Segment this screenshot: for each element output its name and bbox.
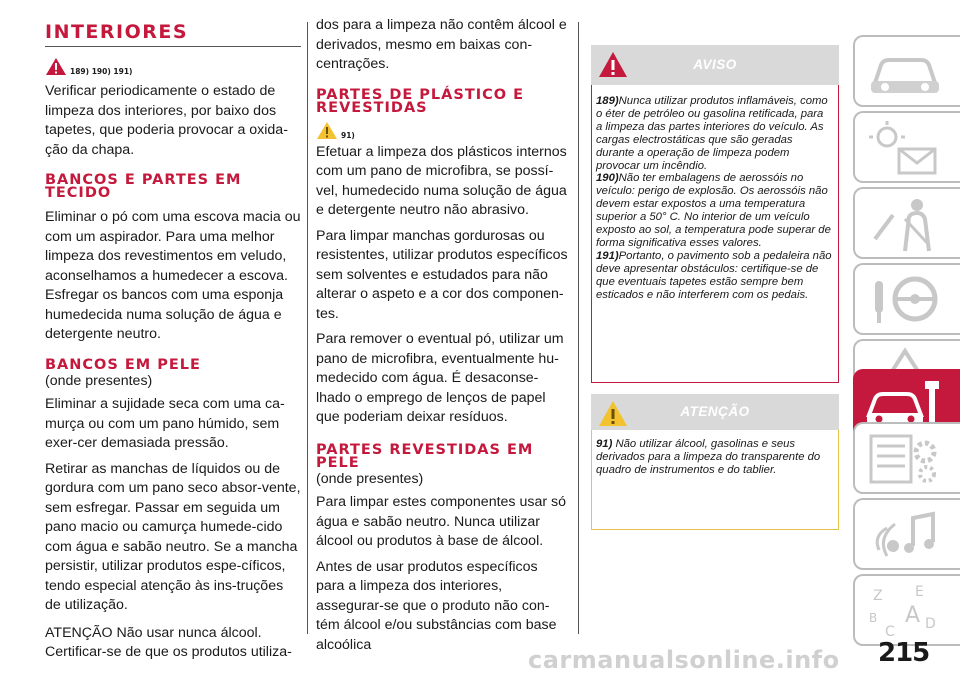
aviso-box [591,45,839,383]
tab-warning-lights[interactable] [853,111,960,183]
warning-lights-icon [865,119,945,177]
paragraph: Efetuar a limpeza dos plásticos internos com um pano de microfibra, se possí-vel, humedecido numa solução de água e detergente neutro não abrasivo. [316,143,567,218]
tab-starting-driving[interactable] [853,263,960,335]
paragraph: Retirar as manchas de líquidos ou de gordura com um pano seco absor-vente, sem esfregar. Passar em seguida um pano macio ou camurça humede-cido com água e sabão neutro. Se a mancha persistir, utilizar produtos espe-cíficos, tendo especial atenção às ins-truções de utilização. [45,460,301,613]
paragraph: Para limpar manchas gordurosas ou resistentes, utilizar produtos específicos sem solventes e estudados para não alterar o aspeto e a cor dos componen-tes. [316,227,568,322]
section-title-interiores: INTERIORES [45,22,301,47]
column-divider [307,22,308,634]
technical-data-icon [865,430,945,488]
paragraph: ATENÇÃO Não usar nunca álcool. Certificar-se de que os produtos utiliza- [45,624,292,660]
middle-column [316,16,568,655]
tab-index[interactable] [853,574,960,646]
tab-multimedia[interactable] [853,498,960,570]
paragraph: Para limpar estes componentes usar só água e sabão neutro. Nunca utilizar álcool ou produtos à base de álcool. [316,494,566,549]
paragraph: Eliminar a sujidade seca com uma ca-murça ou com um pano húmido, sem exer-cer demasiada pressão. [45,396,285,451]
paragraph: Antes de usar produtos específicos para a limpeza dos interiores, assegurar-se que o produto não con-tém álcool e/ou substâncias com base alcoólica [316,558,557,653]
subsection-title: PARTES REVESTIDAS EM PELE [316,441,534,471]
subsection-title: BANCOS EM PELE [45,356,201,373]
warning-refs: 189) 190) 191) [70,67,133,76]
watermark: carmanualsonline.info [528,646,840,674]
car-dashboard-icon [865,43,945,101]
tab-car-dashboard[interactable] [853,35,960,107]
column-divider [578,22,579,634]
atencao-header [591,394,839,430]
paragraph: Eliminar o pó com uma escova macia ou com um aspirador. Para uma melhor limpeza dos revestimentos em veludo, aconselhamos a humedecer a escova. Esfregar os bancos com uma esponja humedecida numa solução de água e detergente neutro. [45,209,301,342]
tab-technical-data[interactable] [853,422,960,494]
warning-reference [45,57,301,76]
svg-text:Z: Z [873,588,883,604]
svg-text:C: C [885,624,895,640]
page-number: 215 [878,638,930,668]
caution-triangle-icon [316,121,338,140]
warning-triangle-icon [45,57,67,76]
steering-wheel-icon [865,271,945,329]
multimedia-icon [865,506,945,564]
tab-safety[interactable] [853,187,960,259]
atencao-title: ATENÇÃO [680,404,750,419]
atencao-content: 91) Não utilizar álcool, gasolinas e seus derivados para a limpeza do transparente do quadro de instrumentos e do tablier. [591,430,839,530]
paragraph: Para remover o eventual pó, utilizar um pano de microfibra, eventualmente hu-medecido com água. É desaconse-lhado o emprego de lenços de papel que poderiam deixar resíduos. [316,331,564,425]
warning-reference [316,121,568,140]
aviso-header [591,45,839,85]
safety-seatbelt-icon [865,195,945,253]
svg-text:B: B [869,611,878,625]
svg-text:D: D [925,616,936,632]
left-column [45,22,301,663]
note: (onde presentes) [316,470,424,487]
subsection-title: PARTES DE PLÁSTICO E REVESTIDAS [316,86,525,116]
paragraph: Verificar periodicamente o estado de limpeza dos interiores, por baixo dos tapetes, que poderia provocar a oxida-ção da chapa. [45,83,288,158]
paragraph: dos para a limpeza não contêm álcool e derivados, mesmo em baixas con-centrações. [316,17,567,72]
subsection-title: BANCOS E PARTES EM TECIDO [45,172,242,201]
alphabetical-index-icon [865,582,945,640]
svg-text:A: A [905,603,921,628]
svg-text:E: E [915,584,924,600]
aviso-title: AVISO [693,57,737,72]
note: (onde presentes) [45,372,153,389]
atencao-box [591,394,839,530]
aviso-content: 189)Nunca utilizar produtos inflamáveis, como o éter de petróleo ou gasolina retificada, para a limpeza das partes interiores do veículo. As cargas electrostáticas que são geradas durante a operação de limpeza podem provocar um incêndio. 190)Não ter embalagens de aerossóis no veículo: perigo de explosão. Os aerossóis não devem estar expostos a uma temperatura superior a 50° C. No interior de um veículo exposto ao sol, a temperatura pode superar de forma significativa esses valores. 191)Portanto, o pavimento sob a pedaleira não deve apresentar obstáculos: certifique-se de que eventuais tapetes estão sempre bem esticados e não interferem com os pedais. [591,85,839,383]
caution-refs: 91) [341,130,355,140]
